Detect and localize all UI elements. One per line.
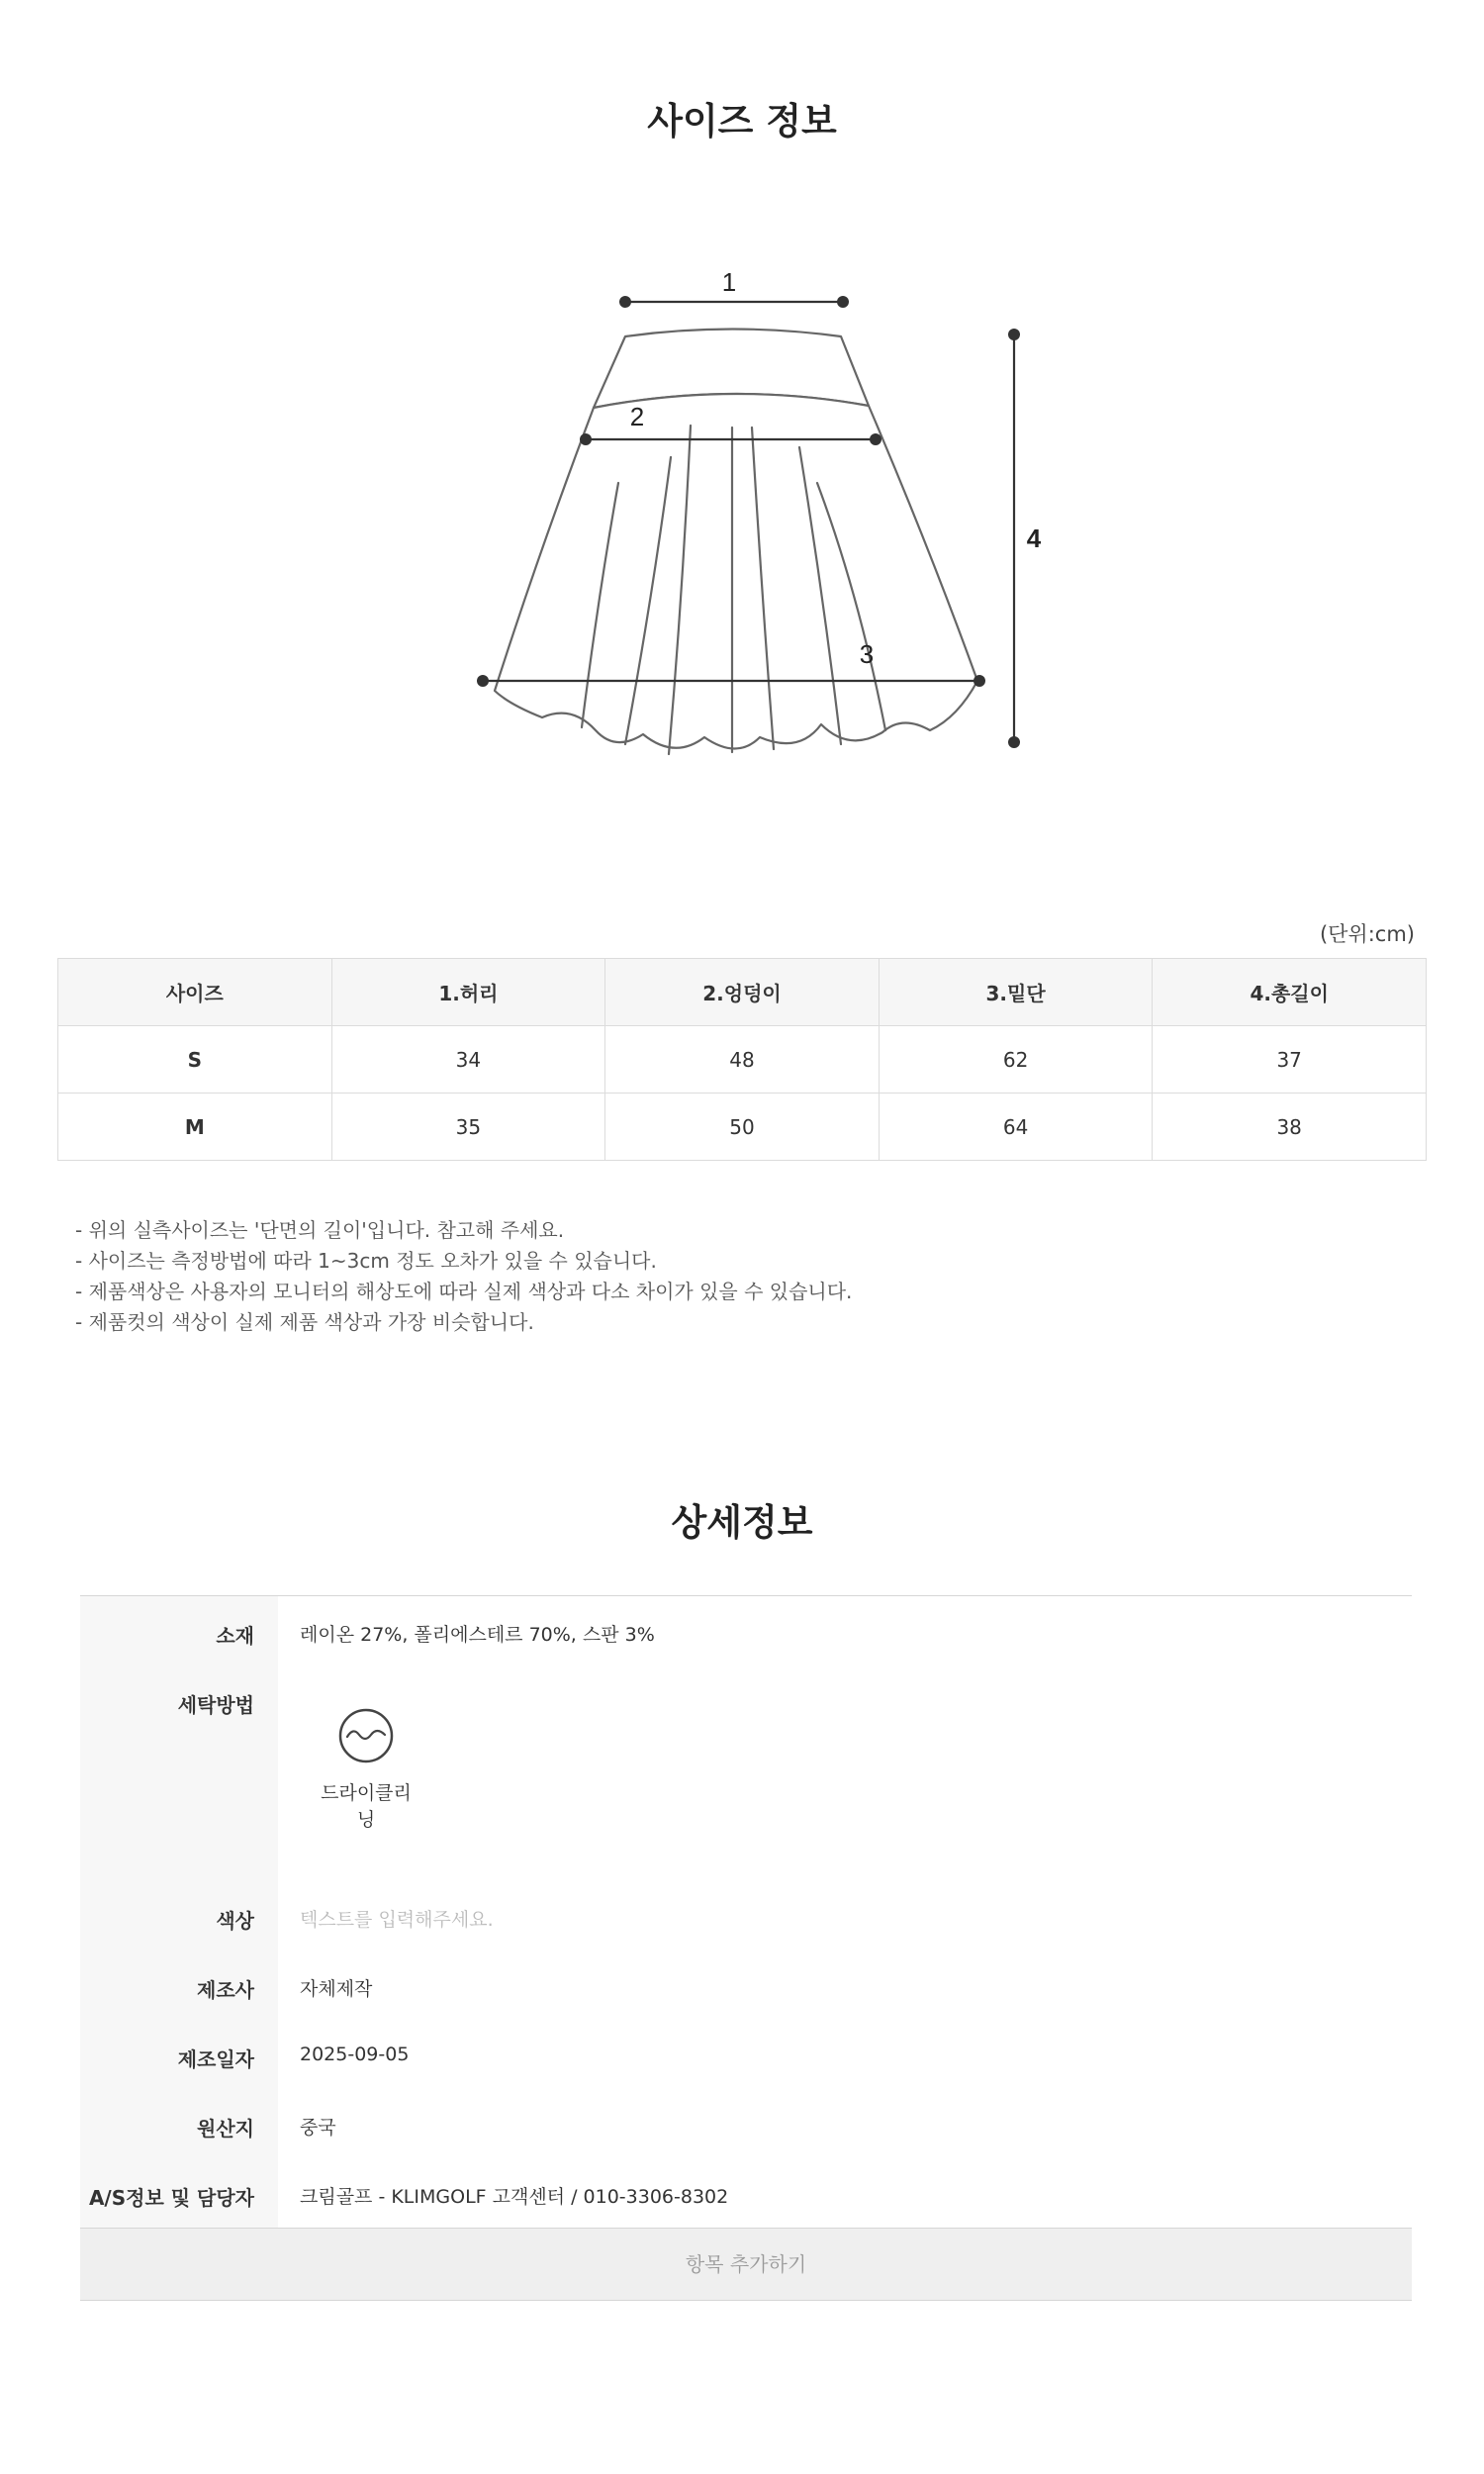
row-label: 소재 bbox=[80, 1596, 278, 1665]
value-cell: 48 bbox=[605, 1026, 880, 1094]
measure-label-length: 4 bbox=[1026, 523, 1042, 553]
row-value: 자체제작 bbox=[300, 1978, 373, 2000]
value-cell: 50 bbox=[605, 1094, 880, 1161]
note-item: - 제품색상은 사용자의 모니터의 해상도에 따라 실제 색상과 다소 차이가 있을 수 있습니다. bbox=[75, 1280, 853, 1303]
size-info-title: 사이즈 정보 bbox=[647, 100, 837, 143]
color-input[interactable]: 텍스트를 입력해주세요. bbox=[300, 1909, 494, 1931]
row-value bbox=[278, 1665, 1412, 1881]
value-cell: 62 bbox=[879, 1026, 1153, 1094]
row-label: A/S정보 및 담당자 bbox=[80, 2158, 278, 2228]
value-cell: 34 bbox=[331, 1026, 605, 1094]
row-value: 크림골프 - KLIMGOLF 고객센터 / 010-3306-8302 bbox=[300, 2186, 729, 2208]
note-item: - 제품컷의 색상이 실제 제품 색상과 가장 비슷합니다. bbox=[75, 1310, 534, 1334]
detail-row-manufacture-date bbox=[80, 2020, 1412, 2089]
row-label: 색상 bbox=[80, 1881, 278, 1951]
header-total-length: 4.총길이 bbox=[1153, 959, 1427, 1026]
unit-label: (단위:cm) bbox=[1319, 922, 1415, 946]
skirt-size-diagram bbox=[0, 0, 1484, 891]
table-row bbox=[58, 1094, 1427, 1161]
detail-row-washing bbox=[80, 1665, 1412, 1881]
note-item: - 위의 실측사이즈는 '단면의 길이'입니다. 참고해 주세요. bbox=[75, 1218, 565, 1242]
wash-method-item bbox=[312, 1707, 420, 1832]
dry-clean-icon bbox=[337, 1707, 395, 1764]
skirt-outline bbox=[495, 330, 977, 755]
detail-row-color bbox=[80, 1881, 1412, 1951]
header-size: 사이즈 bbox=[58, 959, 332, 1026]
header-hip: 2.엉덩이 bbox=[605, 959, 880, 1026]
measure-label-hem: 3 bbox=[859, 639, 875, 669]
wash-method-label: 드라이클리닝 bbox=[321, 1782, 412, 1831]
header-hem: 3.밑단 bbox=[879, 959, 1153, 1026]
row-value: 2025-09-05 bbox=[300, 2044, 410, 2065]
value-cell: 37 bbox=[1153, 1026, 1427, 1094]
size-notes bbox=[75, 1215, 852, 1338]
note-item: - 사이즈는 측정방법에 따라 1~3cm 정도 오차가 있을 수 있습니다. bbox=[75, 1249, 657, 1273]
detail-info-table bbox=[80, 1595, 1412, 2301]
header-waist: 1.허리 bbox=[331, 959, 605, 1026]
size-cell: M bbox=[58, 1094, 332, 1161]
row-label: 원산지 bbox=[80, 2089, 278, 2158]
size-table-header-row bbox=[58, 959, 1427, 1026]
detail-row-as-info bbox=[80, 2158, 1412, 2228]
measure-label-waist: 1 bbox=[721, 267, 737, 297]
row-label: 제조일자 bbox=[80, 2020, 278, 2089]
add-item-button[interactable]: 항목 추가하기 bbox=[80, 2228, 1412, 2301]
row-label: 세탁방법 bbox=[80, 1665, 278, 1881]
row-value: 중국 bbox=[300, 2117, 336, 2139]
value-cell: 64 bbox=[879, 1094, 1153, 1161]
size-table bbox=[57, 958, 1427, 1161]
row-value: 레이온 27%, 폴리에스테르 70%, 스판 3% bbox=[300, 1624, 655, 1646]
row-label: 제조사 bbox=[80, 1951, 278, 2020]
size-cell: S bbox=[58, 1026, 332, 1094]
value-cell: 35 bbox=[331, 1094, 605, 1161]
detail-row-origin bbox=[80, 2089, 1412, 2158]
detail-row-manufacturer bbox=[80, 1951, 1412, 2020]
value-cell: 38 bbox=[1153, 1094, 1427, 1161]
detail-info-title: 상세정보 bbox=[671, 1501, 813, 1544]
detail-row-material bbox=[80, 1596, 1412, 1665]
table-row bbox=[58, 1026, 1427, 1094]
measure-label-hip: 2 bbox=[629, 402, 645, 431]
